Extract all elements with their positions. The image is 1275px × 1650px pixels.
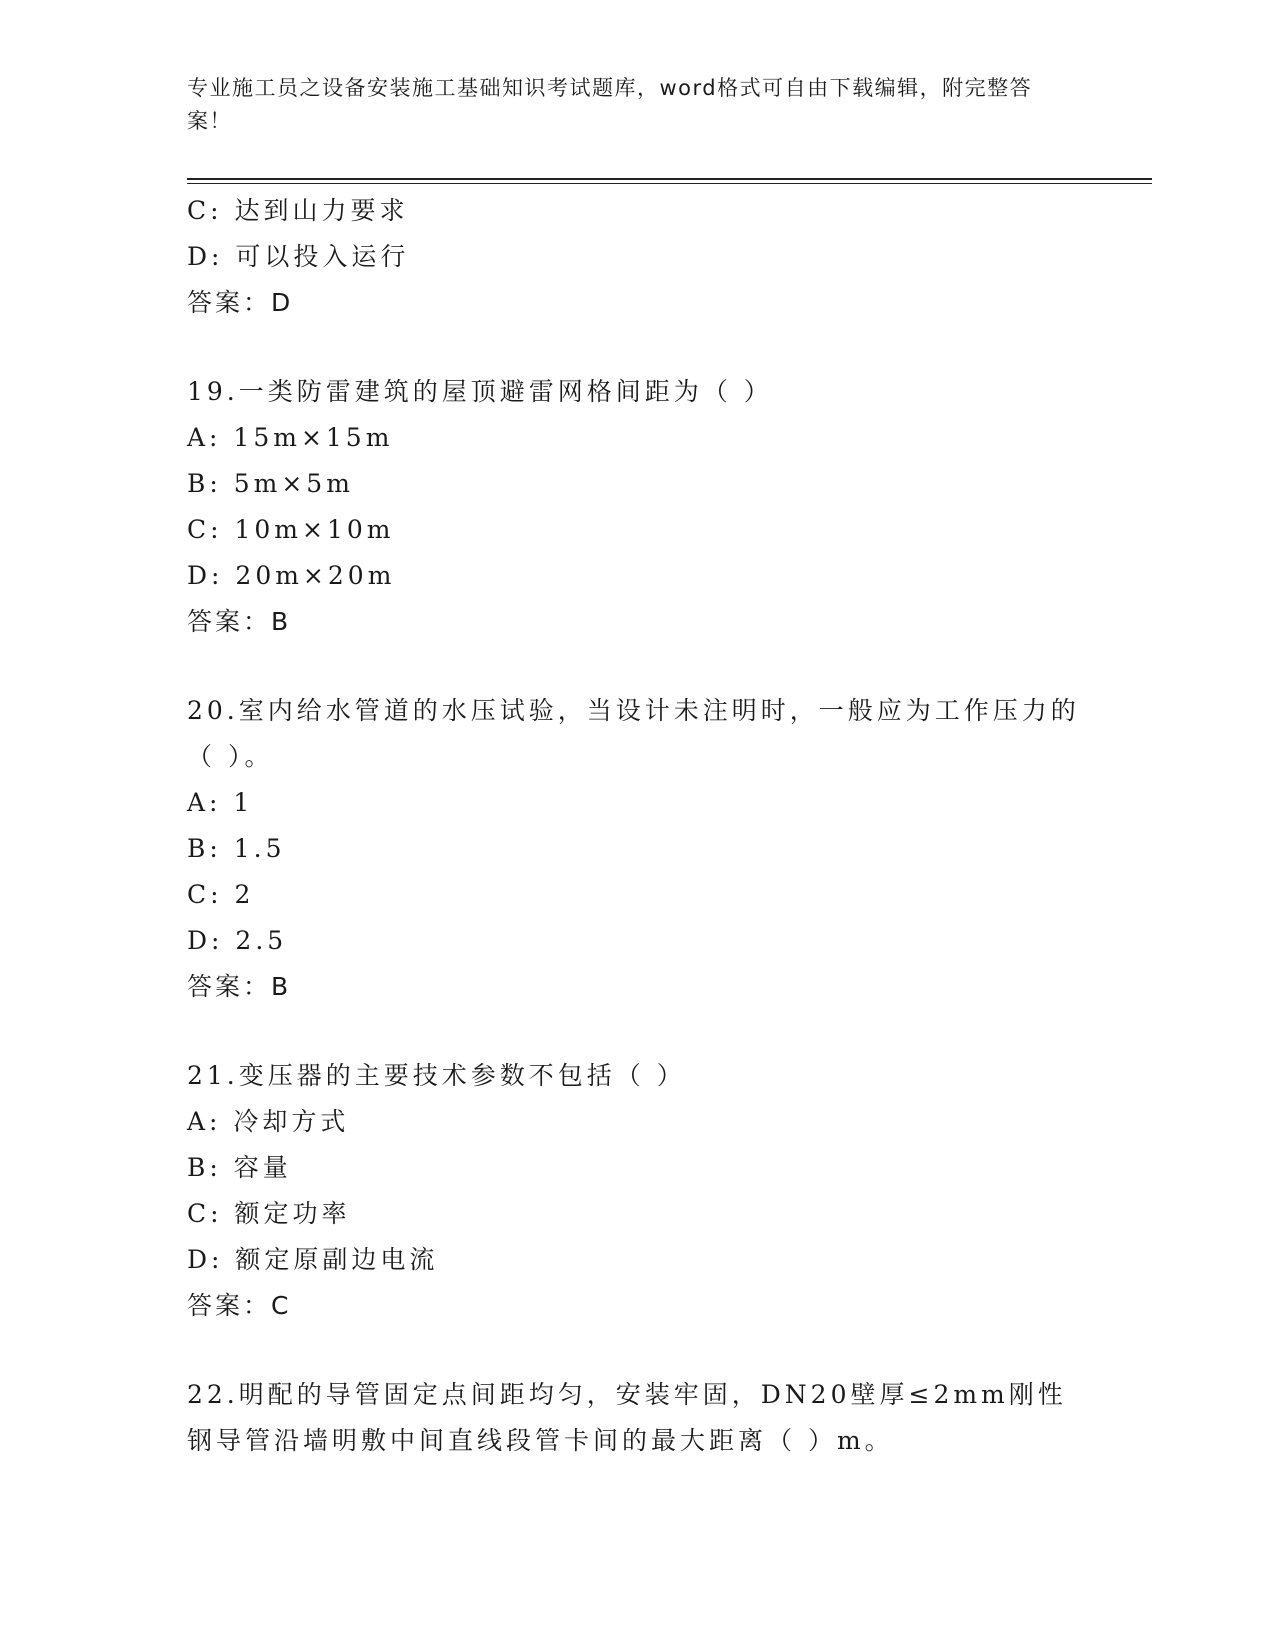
question-18-tail	[187, 188, 1087, 326]
option-c: C: 达到山力要求	[187, 196, 409, 225]
question-text: 22.明配的导管固定点间距均匀，安装牢固，DN20壁厚≤2mm刚性钢导管沿墙明敷中间直线段管卡间的最大距离（ ）m。	[187, 1380, 1067, 1455]
question-list	[187, 188, 1087, 1464]
question-text: 20.室内给水管道的水压试验，当设计未注明时，一般应为工作压力的（ ）。	[187, 696, 1080, 771]
option-b: B: 5m×5m	[187, 469, 354, 498]
option-b: B: 容量	[187, 1153, 292, 1182]
spacer	[187, 1329, 1087, 1372]
option-c: C: 2	[187, 880, 255, 909]
answer-label: 答案：B	[187, 972, 292, 1001]
question-text: 19.一类防雷建筑的屋顶避雷网格间距为（ ）	[187, 377, 773, 406]
option-d: D: 20m×20m	[187, 561, 396, 590]
option-a: A: 15m×15m	[187, 423, 394, 452]
page-header: 专业施工员之设备安装施工基础知识考试题库，word格式可自由下载编辑，附完整答案！	[187, 76, 1033, 133]
option-c: C: 额定功率	[187, 1199, 351, 1228]
header-rule-thick	[187, 178, 1152, 180]
spacer	[187, 645, 1087, 688]
option-c: C: 10m×10m	[187, 515, 395, 544]
option-b: B: 1.5	[187, 834, 286, 863]
question-20	[187, 688, 1087, 1010]
header-rule-thin	[187, 183, 1152, 184]
answer-label: 答案：D	[187, 288, 294, 317]
spacer	[187, 326, 1087, 369]
question-22	[187, 1372, 1087, 1464]
option-d: D: 额定原副边电流	[187, 1245, 439, 1274]
answer-label: 答案：B	[187, 607, 292, 636]
question-19	[187, 369, 1087, 645]
option-a: A: 冷却方式	[187, 1107, 350, 1136]
answer-label: 答案：C	[187, 1291, 292, 1320]
option-d: D: 可以投入运行	[187, 242, 410, 271]
spacer	[187, 1010, 1087, 1053]
question-21	[187, 1053, 1087, 1329]
option-a: A: 1	[187, 788, 254, 817]
question-text: 21.变压器的主要技术参数不包括（ ）	[187, 1061, 686, 1090]
option-d: D: 2.5	[187, 926, 288, 955]
